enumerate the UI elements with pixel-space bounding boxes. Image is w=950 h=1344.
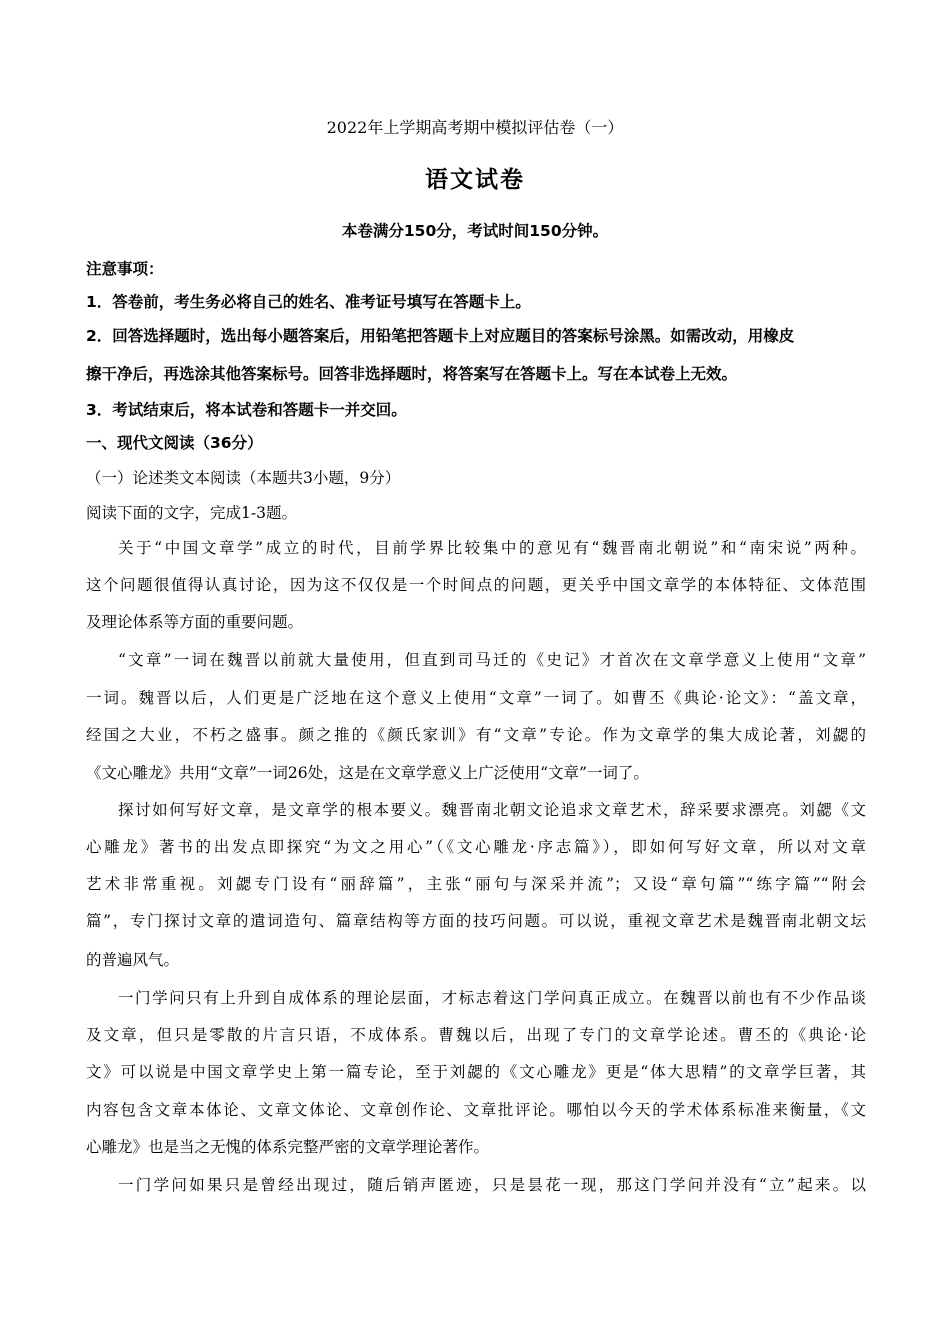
- passage-line: 一词。魏晋以后，人们更是广泛地在这个意义上使用“文章”一词了。如曹丕《典论·论文》：“盖文章，: [86, 689, 866, 707]
- passage-line: 及理论体系等方面的重要问题。: [86, 613, 304, 631]
- notice-heading: 注意事项：: [86, 260, 164, 278]
- passage-line: 关于“中国文章学”成立的时代，目前学界比较集中的意见有“魏晋南北朝说”和“南宋说”两种。: [118, 539, 866, 557]
- notice-item: 擦干净后，再选涂其他答案标号。回答非选择题时，将答案写在答题卡上。写在本试卷上无效。: [86, 365, 738, 383]
- exam-title: 2022年上学期高考期中模拟评估卷（一）: [326, 118, 624, 137]
- passage-line: 文》可以说是中国文章学史上第一篇专论，至于刘勰的《文心雕龙》更是“体大思精”的文章学巨著，其: [86, 1063, 866, 1081]
- passage-line: 《文心雕龙》共用“文章”一词26处，这是在文章学意义上广泛使用“文章”一词了。: [86, 764, 649, 782]
- passage-line: 心雕龙》著书的出发点即探究“为文之用心”（《文心雕龙·序志篇》），即如何写好文章，所以对文章: [86, 838, 866, 856]
- section-subheading: （一）论述类文本阅读（本题共3小题，9分）: [86, 469, 401, 487]
- passage-line: 艺术非常重视。刘勰专门设有“丽辞篇”，主张“丽句与深采并流”；又设“章句篇”“练字篇”“附会: [86, 875, 866, 893]
- notice-item: 2．回答选择题时，选出每小题答案后，用铅笔把答题卡上对应题目的答案标号涂黑。如需改动，用橡皮: [86, 327, 795, 345]
- notice-item: 1．答卷前，考生务必将自己的姓名、准考证号填写在答题卡上。: [86, 293, 531, 311]
- section-heading: 一、现代文阅读（36分）: [86, 434, 263, 452]
- passage-line: 篇”，专门探讨文章的遣词造句、篇章结构等方面的技巧问题。可以说，重视文章艺术是魏晋南北朝文坛: [86, 912, 866, 930]
- notice-item: 3．考试结束后，将本试卷和答题卡一并交回。: [86, 401, 407, 419]
- passage-line: 一门学问只有上升到自成体系的理论层面，才标志着这门学问真正成立。在魏晋以前也有不少作品谈: [118, 989, 866, 1007]
- score-time-note: 本卷满分150分，考试时间150分钟。: [341, 222, 609, 240]
- passage-line: “文章”一词在魏晋以前就大量使用，但直到司马迁的《史记》才首次在文章学意义上使用“文章”: [118, 651, 866, 669]
- passage-line: 的普遍风气。: [86, 951, 180, 969]
- passage-line: 这个问题很值得认真讨论，因为这不仅仅是一个时间点的问题，更关乎中国文章学的本体特征、文体范围: [86, 576, 866, 594]
- passage-line: 一门学问如果只是曾经出现过，随后销声匿迹，只是昙花一现，那这门学问并没有“立”起来。以: [118, 1176, 866, 1194]
- section-instruction: 阅读下面的文字，完成1-3题。: [86, 504, 297, 522]
- passage-line: 经国之大业，不朽之盛事。颜之推的《颜氏家训》有“文章”专论。作为文章学的集大成论著，刘勰的: [86, 726, 866, 744]
- passage-line: 内容包含文章本体论、文章文体论、文章创作论、文章批评论。哪怕以今天的学术体系标准来衡量，《文: [86, 1101, 866, 1119]
- passage-line: 及文章，但只是零散的片言只语，不成体系。曹魏以后，出现了专门的文章学论述。曹丕的《典论·论: [86, 1026, 866, 1044]
- passage-line: 心雕龙》也是当之无愧的体系完整严密的文章学理论著作。: [86, 1138, 490, 1156]
- passage-line: 探讨如何写好文章，是文章学的根本要义。魏晋南北朝文论追求文章艺术，辞采要求漂亮。刘勰《文: [118, 801, 866, 819]
- subject-title: 语文试卷: [425, 167, 525, 193]
